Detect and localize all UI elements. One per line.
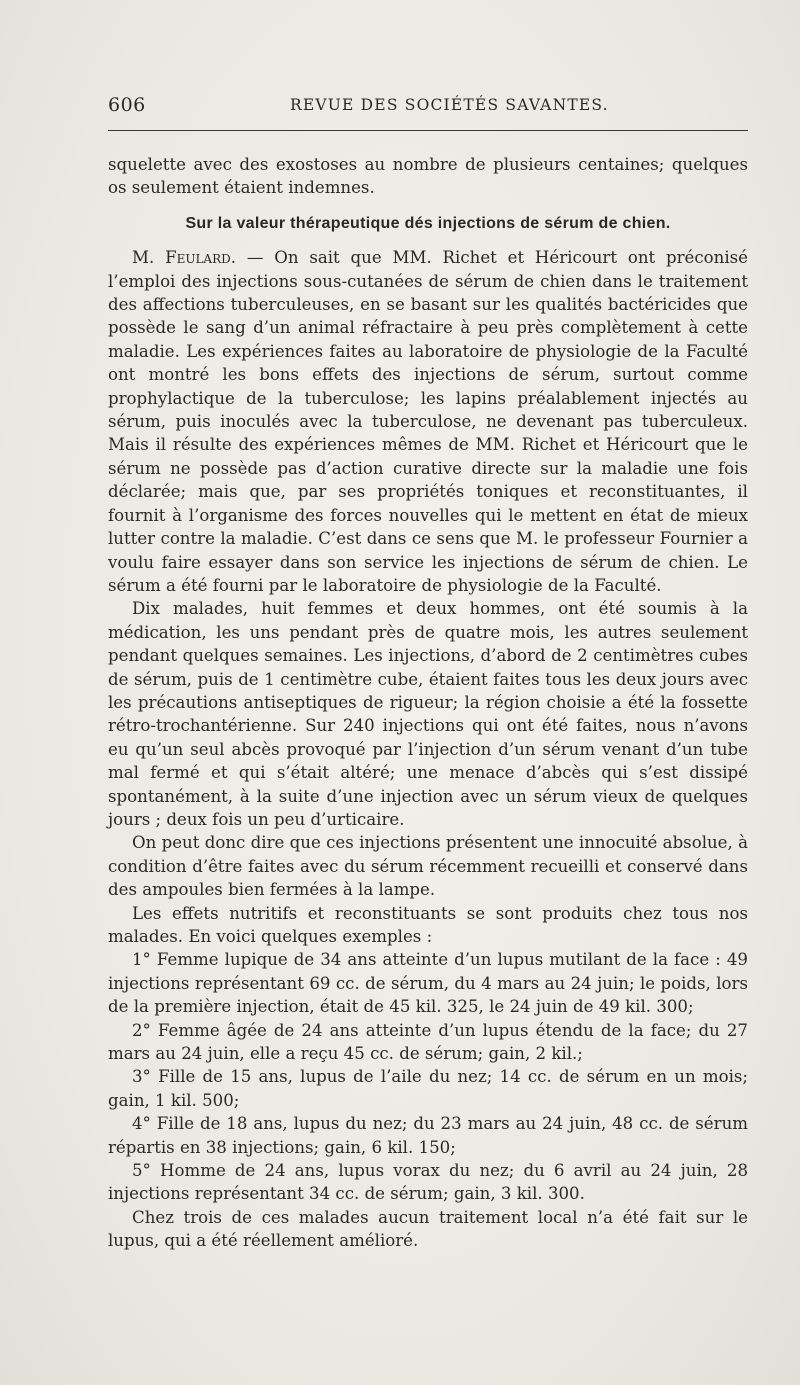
section-title: Sur la valeur thérapeutique dés injections de sérum de chien. bbox=[185, 214, 671, 232]
author-name: M. Feulard. bbox=[132, 248, 237, 268]
running-head: REVUE DES SOCIÉTÉS SAVANTES. bbox=[290, 96, 609, 114]
body-text bbox=[108, 153, 748, 1253]
case-item: 2° Femme âgée de 24 ans atteinte d’un lupus étendu de la face; du 27 mars au 24 juin, elle a reçu 45 cc. de sérum; gain, 2 kil.; bbox=[108, 1020, 748, 1064]
paragraph: Les effets nutritifs et reconstituants se sont produits chez tous nos malades. En voici quelques exemples : bbox=[108, 903, 748, 946]
continuation-paragraph: squelette avec des exostoses au nombre de plusieurs centaines; quelques os seulement étaient indemnes. bbox=[108, 155, 748, 198]
page-number: 606 bbox=[108, 94, 146, 116]
paragraph-first bbox=[108, 246, 748, 597]
paragraph: Dix malades, huit femmes et deux hommes, ont été soumis à la médication, les uns pendant près de quatre mois, les autres seulement pendant quelques semaines. Les injections, d’abord de 2 centimètres cubes de sérum, puis de 1 centimètre cube, étaient faites tous les deux jours avec les précautions antiseptiques de rigueur; la région choisie a été la fossette rétro-trochantérienne. Sur 240 injections qui ont été faites, nous n’avons eu qu’un seul abcès provoqué par l’injection d’un sérum venant d’un tube mal fermé et qui s’était altéré; une menace d’abcès qui s’est dissipé spontanément, à la suite d’une injection avec un sérum vieux de quelques jours ; deux fois un peu d’urticaire. bbox=[108, 599, 748, 829]
case-item: 3° Fille de 15 ans, lupus de l’aile du nez; 14 cc. de sérum en un mois; gain, 1 kil. 500; bbox=[108, 1067, 748, 1110]
case-item: 1° Femme lupique de 34 ans atteinte d’un lupus mutilant de la face : 49 injections représentant 69 cc. de sérum, du 4 mars au 24 juin; le poids, lors de la première injection, était de 45 kil. 325, le 24 juin de 49 kil. 300; bbox=[108, 950, 748, 1017]
case-item: 5° Homme de 24 ans, lupus vorax du nez; du 6 avril au 24 juin, 28 injections représentant 34 cc. de sérum; gain, 3 kil. 300. bbox=[108, 1161, 748, 1204]
paragraph-first-text: — On sait que MM. Richet et Héricourt ont préconisé l’emploi des injections sous-cutanées de sérum de chien dans le traitement des affections tuberculeuses, en se basant sur les qualités bactéricides que possède le sang d’un animal réfractaire à peu près complètement à cette maladie. Les expériences faites au laboratoire de physiologie de la Faculté ont montré les bons effets des injections de sérum, surtout comme prophylactique de la tuberculose; les lapins préalablement injectés au sérum, puis inoculés avec la tuberculose, ne devenant pas tuberculeux. Mais il résulte des expériences mêmes de MM. Richet et Héricourt que le sérum ne possède pas d’action curative directe sur la maladie une fois déclarée; mais que, par ses propriétés toniques et reconstituantes, il fournit à l’organisme des forces nouvelles qui le mettent en état de mieux lutter contre la maladie. C’est dans ce sens que M. le professeur Fournier a voulu faire essayer dans son service les injections de sérum de chien. Le sérum a été fourni par le laboratoire de physiologie de la Faculté. bbox=[108, 248, 748, 595]
header-rule bbox=[108, 130, 748, 131]
paragraph-last: Chez trois de ces malades aucun traitement local n’a été fait sur le lupus, qui a été réellement amélioré. bbox=[108, 1207, 748, 1251]
page-header bbox=[108, 94, 748, 120]
paragraph: On peut donc dire que ces injections présentent une innocuité absolue, à condition d’être faites avec du sérum récemment recueilli et conservé dans des ampoules bien fermées à la lampe. bbox=[108, 833, 748, 900]
case-item: 4° Fille de 18 ans, lupus du nez; du 23 mars au 24 juin, 48 cc. de sérum répartis en 38 injections; gain, 6 kil. 150; bbox=[108, 1114, 748, 1157]
